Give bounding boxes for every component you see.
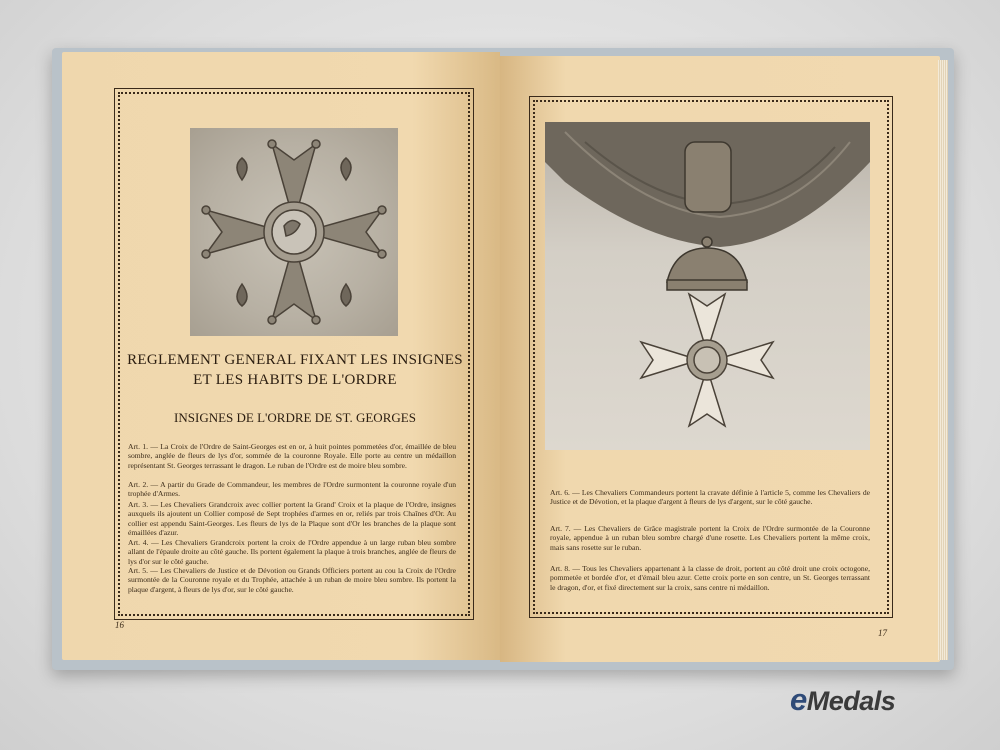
star-badge-photo — [190, 128, 398, 336]
article-3: Art. 3. — Les Chevaliers Grandcroix avec collier portent la Grand' Croix et la plaque de l'Ordre, insignes auxquels ils ajoutent un Collier composé de Sept trophées d'armes en or, reliés par trois Chaînes d'Or. Au collier est appendu Saint-Georges. Les fleurs de lys de la Plaque sont d'Or les branches de la plaque sont émaillées d'azur. — [128, 500, 456, 538]
page-number-left: 16 — [115, 620, 124, 630]
article-8: Art. 8. — Tous les Chevaliers appartenant à la classe de droit, portent au côté droit une croix octogone, pommetée et bordée d'or, et d'émail bleu azur. Cette croix porte en son centre, un St. Georges terrassant le dragon, d'or, et fixé directement sur la croix, sans centre ni médaillon. — [550, 564, 870, 592]
section-title-line-2: ET LES HABITS DE L'ORDRE — [193, 372, 397, 388]
article-1: Art. 1. — La Croix de l'Ordre de Saint-Georges est en or, à huit pointes pommetées d'or, émaillée de bleu sombre, anglée de fleurs de lys d'or, sommée de la couronne Royale. Elle porte au centre un médaillon représentant St. Georges terrassant le dragon. Le ruban de l'Ordre est de moire bleu sombre. — [128, 442, 456, 470]
article-7: Art. 7. — Les Chevaliers de Grâce magistrale portent la Croix de l'Ordre surmontée de la Couronne royale, appendue à un ruban bleu sombre chargé d'une rosette. Les Chevaliers portent la même croix, mais sans rosette sur le ruban. — [550, 524, 870, 552]
article-5: Art. 5. — Les Chevaliers de Justice et de Dévotion ou Grands Officiers portent au cou la Croix de l'Ordre surmontée de la Couronne royale et du Trophée, attachée à un ruban de moire bleu sombre. Ils portent la plaque d'argent, à fleurs de lys d'or, sur le côté gauche. — [128, 566, 456, 594]
page-number-right: 17 — [878, 628, 887, 638]
neck-badge-photo — [545, 122, 870, 450]
article-6: Art. 6. — Les Chevaliers Commandeurs portent la cravate définie à l'article 5, comme les Chevaliers de Justice et de Dévotion, et la plaque d'argent à fleurs de lys d'argent, sur le côté gauche. — [550, 488, 870, 507]
page-edges — [938, 60, 948, 660]
article-4: Art. 4. — Les Chevaliers Grandcroix portent la croix de l'Ordre appendue à un large ruban bleu sombre allant de l'épaule droite au côté gauche. Ils portent également la plaque à trois branches, anglée de fleurs de lys d'or sur le côté gauche. — [128, 538, 456, 566]
article-2: Art. 2. — A partir du Grade de Commandeur, les membres de l'Ordre surmontent la couronne royale d'un trophée d'Armes. — [128, 480, 456, 499]
section-subtitle: INSIGNES DE L'ORDRE DE ST. GEORGES — [174, 410, 416, 425]
emedals-logo: eMedals — [790, 682, 896, 717]
section-title-line-1: REGLEMENT GENERAL FIXANT LES INSIGNES — [127, 352, 463, 368]
